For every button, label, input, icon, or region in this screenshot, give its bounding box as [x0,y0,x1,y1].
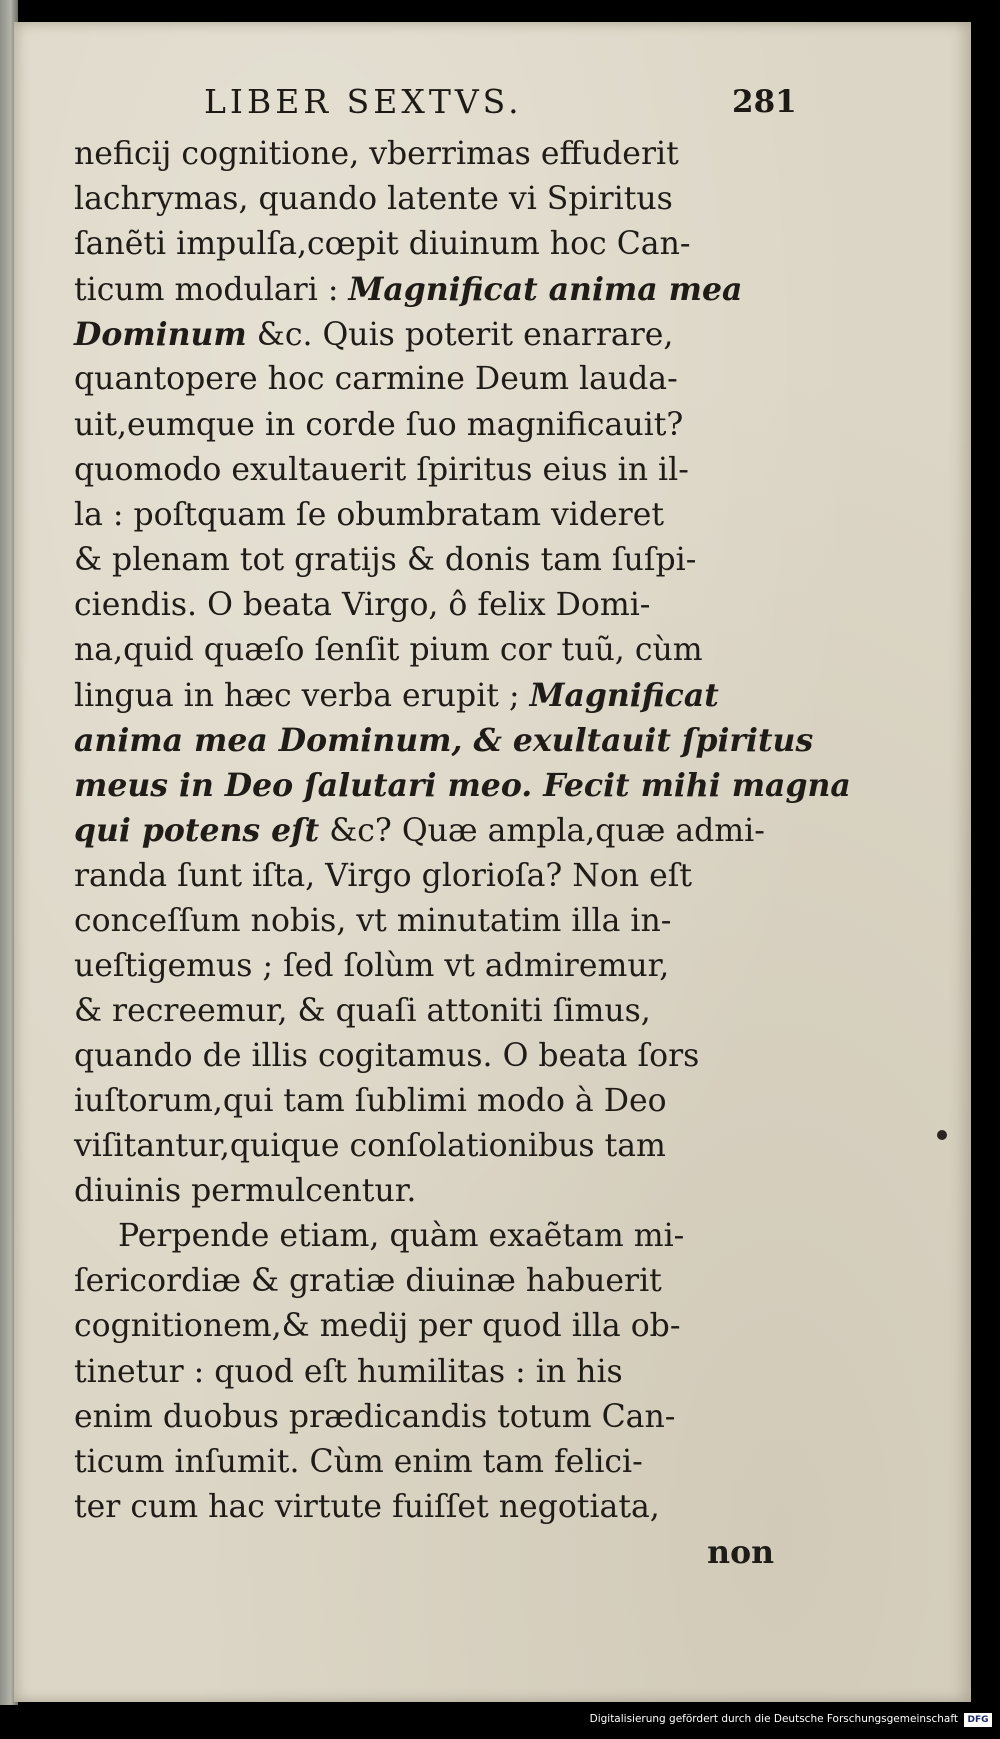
text-segment: enim duobus prædicandis totum Can- [74,1398,676,1435]
text-segment: diuinis permulcentur. [74,1173,417,1210]
page-header [14,72,971,132]
funding-credit: Digitalisierung gefördert durch die Deutsche Forschungsgemeinschaft [589,1713,958,1725]
text-segment: lachrymas, quando latente vi Spiritus [74,181,673,218]
italic-segment: Magnificat anima mea [348,271,743,309]
text-line [74,267,774,312]
page-number: 281 [732,84,797,120]
text-line [74,177,774,222]
text-line [74,448,774,493]
text-line [74,1304,774,1349]
text-segment: ter cum hac virtute fuiſſet negotiata, [74,1488,660,1525]
text-segment: la : poſtquam ſe obumbratam videret [74,496,665,533]
text-segment: viſitantur,quique conſolationibus tam [74,1128,666,1165]
text-line [74,1124,774,1169]
footer-bar [0,1705,1000,1739]
text-line [74,808,774,853]
text-segment: conceſſum nobis, vt minutatim illa in- [74,902,672,939]
text-segment: ueſtigemus ; ſed ſolùm vt admiremur, [74,947,670,984]
text-segment: quando de illis cogitamus. O beata ſors [74,1037,700,1074]
text-line [74,673,774,718]
text-line [74,222,774,267]
italic-segment: Magnificat [529,677,719,715]
text-line [74,854,774,899]
book-page [14,22,971,1702]
text-line [74,899,774,944]
text-line [74,989,774,1034]
text-segment: quomodo exultauerit ſpiritus eius in il- [74,451,689,488]
italic-segment: & exultauit ſpiritus [473,722,814,760]
text-segment: &c. Quis poterit enarrare, [246,317,674,354]
text-line [74,1395,774,1440]
italic-segment: Dominum, [278,722,474,760]
text-segment: neficij cognitione, vberrimas effuderit [74,136,679,172]
text-segment: tinetur : quod eſt humilitas : in his [74,1353,623,1390]
italic-segment: meus in Deo ſalutari meo. Fecit mihi magna [74,767,851,805]
catchword: non [707,1533,774,1571]
text-line [74,403,774,448]
text-segment: uit,eumque in corde ſuo magnificauit? [74,406,684,443]
text-segment: ciendis. O beata Virgo, ô felix Domi- [74,586,651,623]
text-line [74,538,774,583]
italic-segment: Dominum [74,316,247,354]
text-segment: cognitionem,& medij per quod illa ob- [74,1308,681,1345]
text-line [74,718,814,763]
text-segment: ticum inſumit. Cùm enim tam felici- [74,1443,643,1480]
text-line [74,357,774,402]
text-segment: quantopere hoc carmine Deum lauda- [74,361,678,398]
text-segment: & plenam tot gratijs & donis tam ſuſpi- [74,541,697,578]
dfg-logo: DFG [964,1713,992,1727]
ink-spot [937,1130,947,1140]
text-line [74,1079,774,1124]
text-segment: na,quid quæſo ſenſit pium cor tuũ, cùm [74,632,703,669]
body-text [74,132,851,1575]
text-line [74,1259,774,1304]
text-line [74,493,774,538]
text-line [74,1440,774,1485]
text-segment: &c? Quæ ampla,quæ admi- [319,813,765,850]
text-line [74,583,774,628]
text-line [74,1350,774,1395]
text-segment: ſericordiæ & gratiæ diuinæ habuerit [74,1263,662,1300]
text-segment: ticum modulari : [74,272,349,309]
text-segment: Perpende etiam, quàm exaẽtam mi- [118,1218,685,1255]
text-line [74,312,774,357]
text-segment: randa ſunt iſta, Virgo glorioſa? Non eſt [74,857,693,894]
text-line [74,628,774,673]
italic-segment: qui potens eſt [74,812,320,850]
text-line [74,944,774,989]
italic-segment: anima mea [74,722,279,760]
text-line [74,1485,774,1530]
text-line [74,1034,774,1079]
text-segment: ſanẽti impulſa,cœpit diuinum hoc Can- [74,226,691,263]
running-head: LIBER SEXTVS. [204,82,523,121]
text-segment: lingua in hæc verba erupit ; [74,678,530,715]
text-line [74,763,851,808]
text-segment: & recreemur, & quaſi attoniti ſimus, [74,992,651,1029]
text-segment: iuſtorum,qui tam ſublimi modo à Deo [74,1082,667,1119]
text-line [74,1169,774,1214]
text-line [74,1214,774,1259]
text-line [74,132,774,177]
